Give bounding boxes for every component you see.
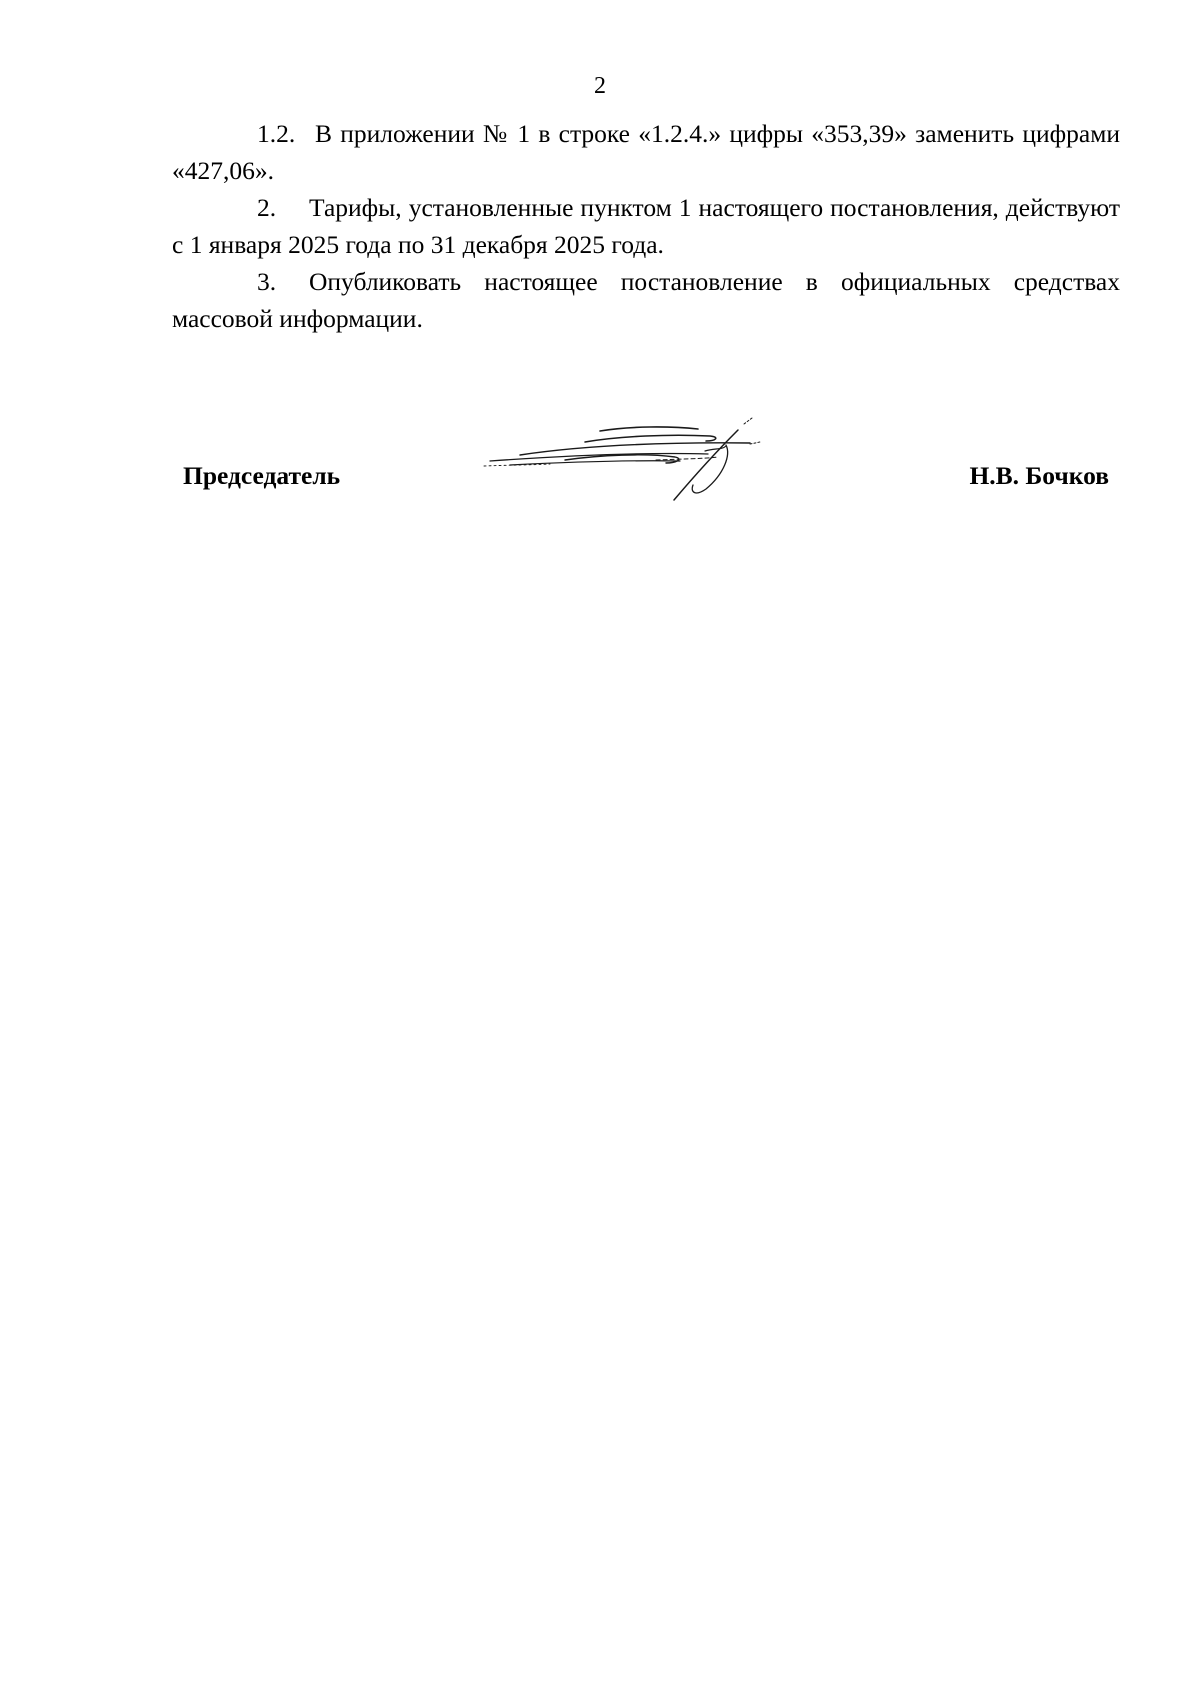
paragraph-1-2 (172, 115, 1120, 189)
document-body (172, 115, 1120, 337)
page-number: 2 (594, 73, 606, 99)
paragraph-number: 3. (257, 267, 277, 296)
paragraph-text: Тарифы, установленные пунктом 1 настоящего постановления, действуют с 1 января 2025 года по 31 декабря 2025 года. (172, 193, 1120, 259)
paragraph-number: 1.2. (257, 119, 296, 148)
paragraph-2 (172, 189, 1120, 263)
paragraph-3 (172, 263, 1120, 337)
paragraph-text: В приложении № 1 в строке «1.2.4.» цифры «353,39» заменить цифрами «427,06». (172, 119, 1120, 185)
handwritten-signature (470, 412, 780, 512)
paragraph-number: 2. (257, 193, 277, 222)
paragraph-text: Опубликовать настоящее постановление в официальных средствах массовой информации. (172, 267, 1120, 333)
signer-name: Н.В. Бочков (969, 461, 1109, 490)
signer-title: Председатель (183, 461, 341, 490)
